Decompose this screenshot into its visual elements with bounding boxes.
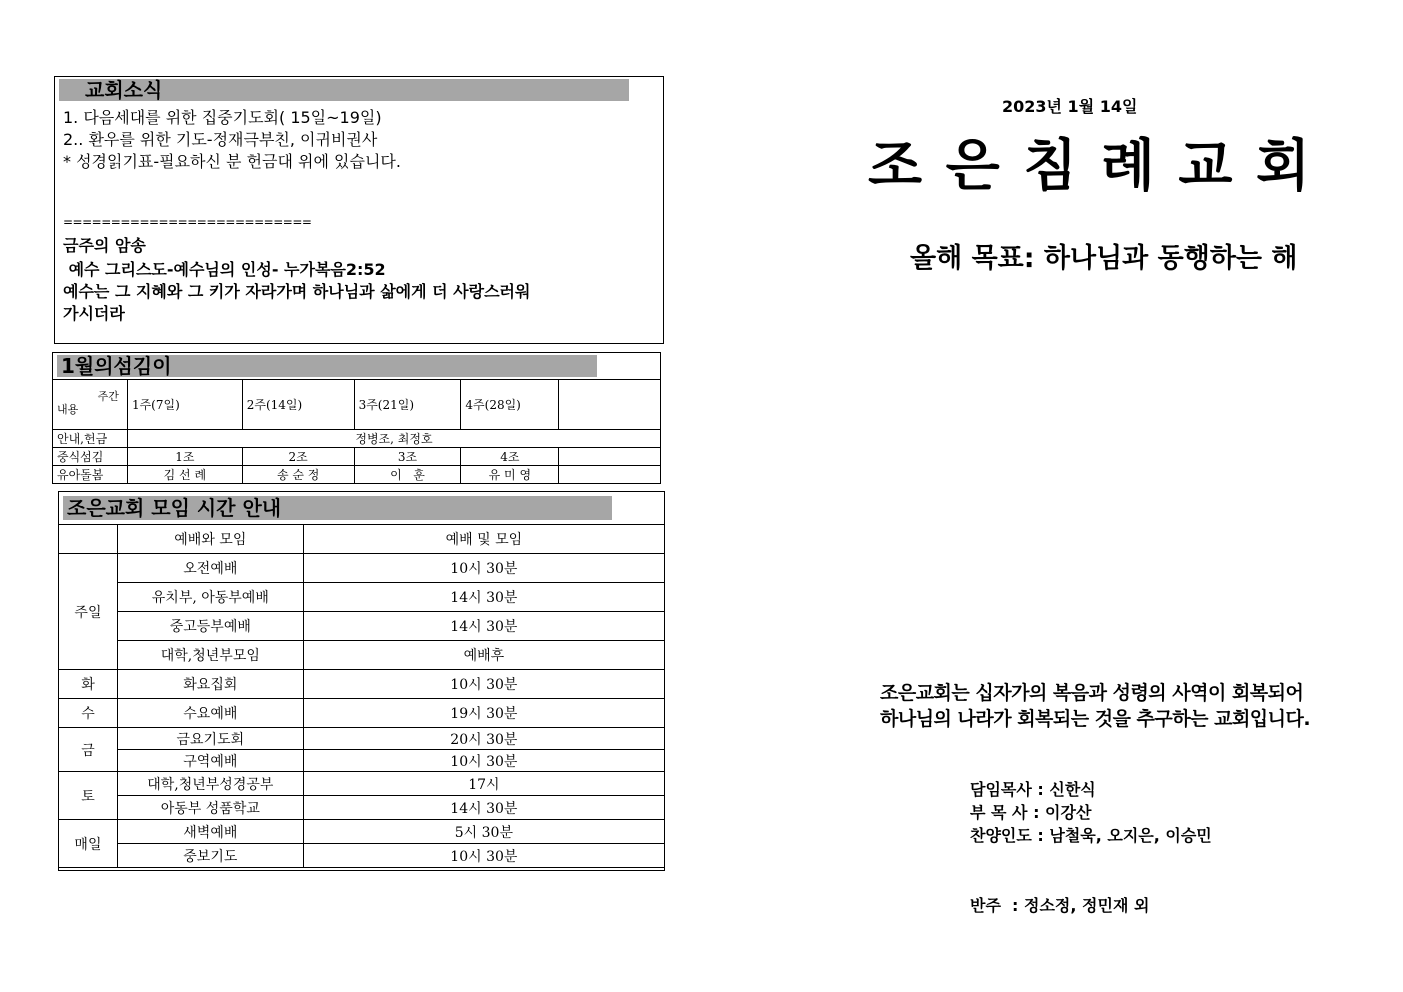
meeting-time: 20시 30분	[303, 728, 664, 750]
meeting-name: 구역예배	[117, 750, 303, 772]
meeting-row	[59, 554, 665, 583]
servers-cell: 2조	[242, 448, 354, 466]
meeting-name-col-header: 예배와 모임	[117, 525, 303, 554]
meeting-row	[59, 750, 665, 772]
servers-merged-cell: 정병조, 최정호	[127, 430, 660, 448]
meeting-name: 수요예배	[117, 699, 303, 728]
accompanists: 반주 : 정소정, 정민재 외	[970, 896, 1150, 915]
meeting-time: 17시	[303, 772, 664, 796]
servers-row	[53, 430, 661, 448]
memory-verse-title: 금주의 암송	[63, 236, 146, 255]
meeting-name: 중고등부예배	[117, 612, 303, 641]
servers-corner-cell	[53, 380, 128, 430]
servers-week-row	[53, 380, 661, 430]
news-line: * 성경읽기표-필요하신 분 헌금대 위에 있습니다.	[63, 152, 401, 171]
servers-row	[53, 466, 661, 484]
meeting-day-cell: 금	[59, 728, 118, 772]
week-header: 2주(14일)	[242, 380, 354, 430]
meeting-time: 14시 30분	[303, 796, 664, 820]
news-line: 1. 다음세대를 위한 집중기도회( 15일~19일)	[63, 108, 382, 127]
meeting-name: 금요기도회	[117, 728, 303, 750]
news-line: 2.. 환우를 위한 기도-정재극부친, 이귀비권사	[63, 130, 378, 149]
meeting-time: 14시 30분	[303, 612, 664, 641]
meeting-times-box	[58, 491, 665, 871]
meeting-time: 10시 30분	[303, 844, 664, 868]
meeting-row	[59, 612, 665, 641]
mission-statement-line1: 조은교회는 십자가의 복음과 성령의 사역이 회복되어	[880, 682, 1304, 704]
servers-row-label: 유아돌봄	[53, 466, 128, 484]
senior-pastor: 담임목사 : 신한식	[970, 780, 1096, 799]
january-servers-header: 1월의섬김이	[57, 355, 597, 377]
worship-leaders: 찬양인도 : 남철욱, 오지은, 이승민	[970, 826, 1212, 845]
meeting-row	[59, 670, 665, 699]
meeting-row	[59, 583, 665, 612]
servers-cell: 1조	[127, 448, 242, 466]
yearly-goal: 올해 목표: 하나님과 동행하는 해	[910, 243, 1298, 274]
meeting-times-table	[58, 524, 665, 868]
mission-statement-line2: 하나님의 나라가 회복되는 것을 추구하는 교회입니다.	[880, 708, 1311, 730]
news-divider: ==========================	[63, 215, 312, 229]
servers-row-label: 중식섬김	[53, 448, 128, 466]
meeting-row	[59, 699, 665, 728]
meeting-time: 19시 30분	[303, 699, 664, 728]
meeting-time: 10시 30분	[303, 554, 664, 583]
meeting-time: 10시 30분	[303, 750, 664, 772]
church-news-header: 교회소식	[59, 79, 629, 101]
corner-content-label: 내용	[57, 403, 79, 416]
meeting-row	[59, 796, 665, 820]
meeting-col-header-row	[59, 525, 665, 554]
meeting-row	[59, 844, 665, 868]
meeting-name: 유치부, 아동부예배	[117, 583, 303, 612]
servers-cell: 3조	[354, 448, 461, 466]
servers-table	[52, 379, 661, 484]
meeting-time: 예배후	[303, 641, 664, 670]
meeting-times-header: 조은교회 모임 시간 안내	[63, 496, 612, 520]
meeting-times-body	[59, 525, 665, 868]
meeting-row	[59, 728, 665, 750]
servers-cell	[559, 466, 661, 484]
meeting-time: 5시 30분	[303, 820, 664, 844]
servers-cell: 김 선 례	[127, 466, 242, 484]
servers-row-label: 안내,헌금	[53, 430, 128, 448]
bulletin-date: 2023년 1월 14일	[1002, 97, 1138, 116]
meeting-day-cell: 주일	[59, 554, 118, 670]
meeting-time-col-header: 예배 및 모임	[303, 525, 664, 554]
meeting-day-cell: 매일	[59, 820, 118, 868]
week-header: 3주(21일)	[354, 380, 461, 430]
church-name-title: 조 은 침 례 교 회	[868, 134, 1313, 199]
meeting-day-col-header	[59, 525, 118, 554]
meeting-name: 화요집회	[117, 670, 303, 699]
meeting-row	[59, 772, 665, 796]
meeting-name: 아동부 성품학교	[117, 796, 303, 820]
week-header	[559, 380, 661, 430]
memory-verse-text: 예수는 그 지혜와 그 키가 자라가며 하나님과 삶에게 더 사랑스러워	[63, 282, 531, 301]
memory-verse-reference: 예수 그리스도-예수님의 인성- 누가복음2:52	[63, 260, 386, 279]
meeting-time: 10시 30분	[303, 670, 664, 699]
meeting-time: 14시 30분	[303, 583, 664, 612]
meeting-day-cell: 수	[59, 699, 118, 728]
meeting-row	[59, 820, 665, 844]
week-header: 4주(28일)	[461, 380, 559, 430]
servers-cell: 송 순 정	[242, 466, 354, 484]
meeting-name: 오전예배	[117, 554, 303, 583]
servers-cell: 이 훈	[354, 466, 461, 484]
servers-cell	[559, 448, 661, 466]
meeting-name: 대학,청년부모임	[117, 641, 303, 670]
memory-verse-text-cont: 가시더라	[63, 304, 125, 323]
meeting-row	[59, 641, 665, 670]
january-servers-box	[52, 352, 661, 484]
corner-week-label: 주간	[97, 390, 119, 403]
meeting-name: 새벽예배	[117, 820, 303, 844]
servers-row	[53, 448, 661, 466]
meeting-day-cell: 화	[59, 670, 118, 699]
church-news-box	[54, 76, 664, 344]
associate-pastor: 부 목 사 : 이강산	[970, 803, 1092, 822]
servers-cell: 유 미 영	[461, 466, 559, 484]
meeting-name: 대학,청년부성경공부	[117, 772, 303, 796]
week-header: 1주(7일)	[127, 380, 242, 430]
servers-cell: 4조	[461, 448, 559, 466]
meeting-name: 중보기도	[117, 844, 303, 868]
meeting-day-cell: 토	[59, 772, 118, 820]
